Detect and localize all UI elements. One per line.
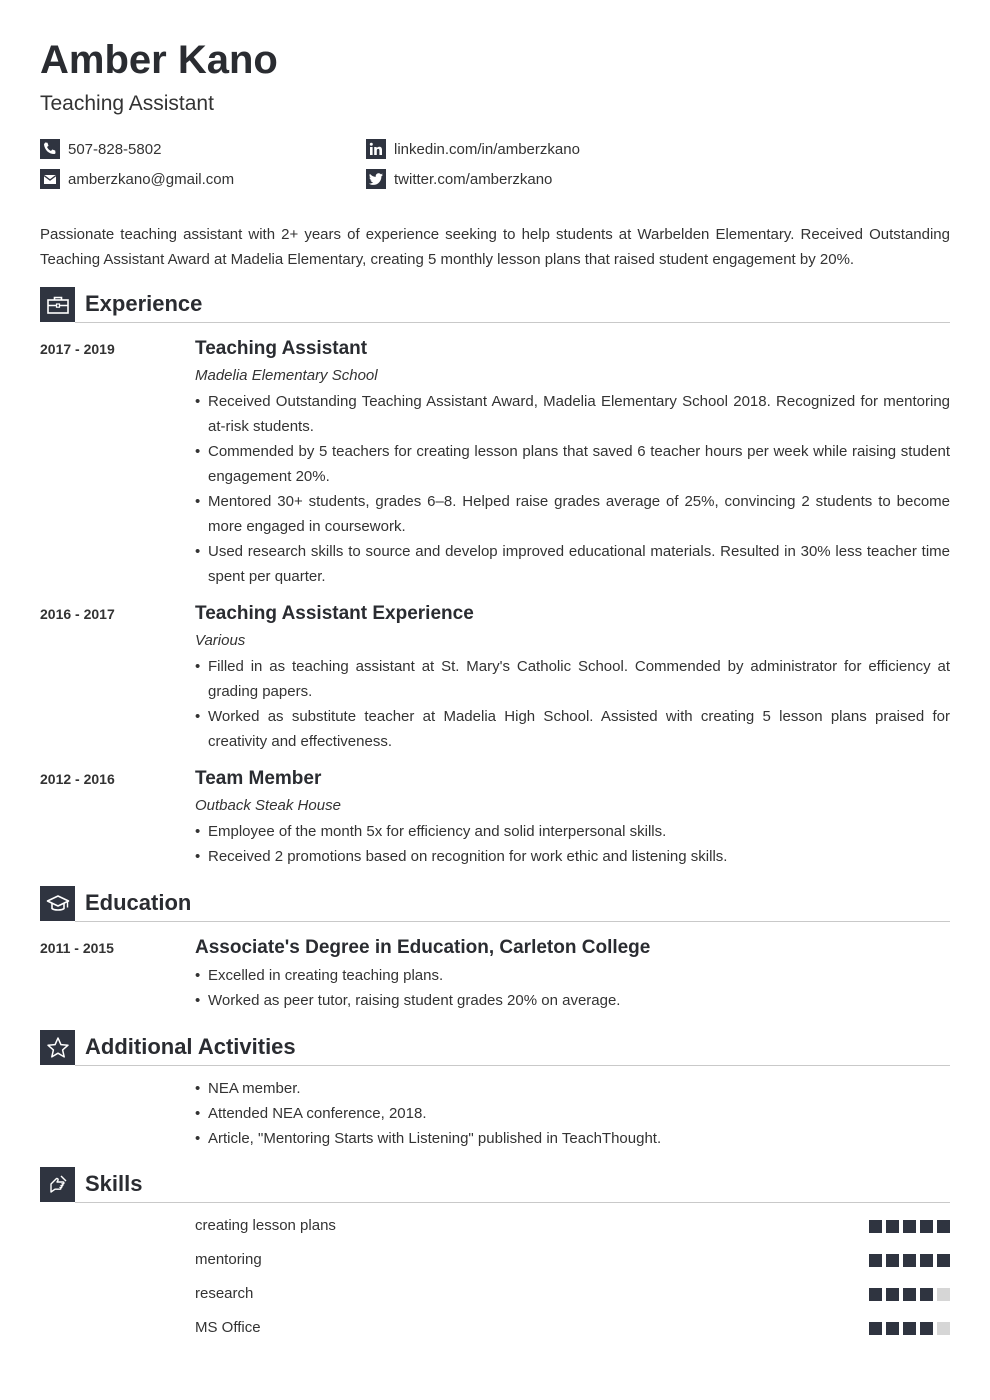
rating-square-empty	[937, 1288, 950, 1301]
bullet-item: • Attended NEA conference, 2018.	[195, 1101, 950, 1126]
section-title-experience: Experience	[85, 291, 203, 316]
activities-list	[195, 1076, 950, 1151]
entry-dates: 2011 - 2015	[40, 940, 114, 956]
rating-square-filled	[937, 1254, 950, 1267]
section-divider	[75, 921, 950, 922]
section-divider	[75, 1202, 950, 1203]
skill-row	[195, 1285, 950, 1305]
bullet-item: • Mentored 30+ students, grades 6–8. Helped raise grades average of 25%, convincing 2 students to become more engaged in coursework.	[195, 489, 950, 539]
entry-dates: 2017 - 2019	[40, 341, 115, 357]
entry-bullets	[195, 819, 950, 869]
star-icon	[40, 1030, 75, 1065]
rating-square-filled	[920, 1220, 933, 1233]
entry-bullets	[195, 389, 950, 589]
activities-bullets	[195, 1076, 950, 1151]
rating-square-filled	[869, 1288, 882, 1301]
rating-square-filled	[869, 1254, 882, 1267]
entry-org: Madelia Elementary School	[195, 367, 378, 384]
entry-role: Team Member	[195, 768, 322, 789]
entry-bullets	[195, 963, 950, 1013]
mail-icon	[40, 169, 60, 189]
bullet-item: • Excelled in creating teaching plans.	[195, 963, 950, 988]
entry-org: Outback Steak House	[195, 797, 341, 814]
skill-row	[195, 1217, 950, 1237]
section-education	[40, 886, 950, 922]
phone-text[interactable]: 507-828-5802	[68, 140, 162, 158]
entry-role: Teaching Assistant Experience	[195, 603, 474, 624]
graduation-cap-icon	[40, 886, 75, 921]
bullet-item: • Commended by 5 teachers for creating lesson plans that saved 6 teacher hours per week while raising student engagement 20%.	[195, 439, 950, 489]
skill-rating	[865, 1288, 950, 1301]
rating-square-filled	[886, 1322, 899, 1335]
contact-phone	[40, 139, 161, 159]
skill-name: MS Office	[195, 1319, 261, 1336]
section-experience	[40, 287, 950, 323]
skill-row	[195, 1251, 950, 1271]
rating-square-filled	[886, 1220, 899, 1233]
contact-email	[40, 169, 234, 189]
contact-twitter	[366, 169, 552, 189]
rating-square-filled	[920, 1288, 933, 1301]
rating-square-filled	[903, 1220, 916, 1233]
bullet-item: • Received 2 promotions based on recognition for work ethic and listening skills.	[195, 844, 950, 869]
skill-name: mentoring	[195, 1251, 262, 1268]
entry-role: Teaching Assistant	[195, 338, 368, 359]
skill-name: research	[195, 1285, 254, 1302]
briefcase-icon	[40, 287, 75, 322]
rating-square-filled	[869, 1322, 882, 1335]
skill-row	[195, 1319, 950, 1339]
bullet-item: • Article, "Mentoring Starts with Listening" published in TeachThought.	[195, 1126, 950, 1151]
rating-square-filled	[903, 1322, 916, 1335]
bullet-item: • Worked as peer tutor, raising student grades 20% on average.	[195, 988, 950, 1013]
section-title-education: Education	[85, 890, 192, 915]
rating-square-filled	[937, 1220, 950, 1233]
linkedin-icon	[366, 139, 386, 159]
bullet-item: • Worked as substitute teacher at Madelia High School. Assisted with creating 5 lesson plans praised for creativity and effectiveness.	[195, 704, 950, 754]
twitter-icon	[366, 169, 386, 189]
skill-rating	[865, 1322, 950, 1335]
bullet-item: • Used research skills to source and develop improved educational materials. Resulted in 30% less teacher time spent per quarter.	[195, 539, 950, 589]
email-link[interactable]: amberzkano@gmail.com	[68, 170, 235, 188]
profile-summary: Passionate teaching assistant with 2+ years of experience seeking to help students at Warbelden Elementary. Received Outstanding Teaching Assistant Award at Madelia Elementary, creating 5 monthly lesson plans that raised student engagement by 20%.	[40, 226, 950, 268]
skill-name: creating lesson plans	[195, 1217, 336, 1234]
entry-org: Various	[195, 632, 246, 649]
rating-square-filled	[886, 1288, 899, 1301]
rating-square-filled	[886, 1254, 899, 1267]
linkedin-link[interactable]: linkedin.com/in/amberzkano	[394, 140, 580, 158]
section-divider	[75, 1065, 950, 1066]
bullet-item: • Employee of the month 5x for efficiency and solid interpersonal skills.	[195, 819, 950, 844]
candidate-name: Amber Kano	[40, 38, 278, 82]
contact-linkedin	[366, 139, 580, 159]
entry-bullets	[195, 654, 950, 754]
twitter-link[interactable]: twitter.com/amberzkano	[394, 170, 553, 188]
skill-rating	[865, 1254, 950, 1267]
entry-degree: Associate's Degree in Education, Carleton College	[195, 937, 651, 958]
rating-square-filled	[903, 1288, 916, 1301]
section-activities	[40, 1030, 950, 1066]
rating-square-filled	[869, 1220, 882, 1233]
section-title-activities: Additional Activities	[85, 1034, 296, 1059]
puzzle-icon	[40, 1167, 75, 1202]
rating-square-filled	[920, 1322, 933, 1335]
rating-square-filled	[903, 1254, 916, 1267]
section-divider	[75, 322, 950, 323]
entry-dates: 2012 - 2016	[40, 771, 115, 787]
rating-square-empty	[937, 1322, 950, 1335]
bullet-item: • NEA member.	[195, 1076, 950, 1101]
section-title-skills: Skills	[85, 1171, 143, 1196]
section-skills	[40, 1167, 950, 1203]
skill-rating	[865, 1220, 950, 1233]
rating-square-filled	[920, 1254, 933, 1267]
bullet-item: • Received Outstanding Teaching Assistant Award, Madelia Elementary School 2018. Recognized for mentoring at-risk students.	[195, 389, 950, 439]
candidate-title: Teaching Assistant	[40, 92, 214, 115]
entry-dates: 2016 - 2017	[40, 606, 115, 622]
bullet-item: • Filled in as teaching assistant at St. Mary's Catholic School. Commended by administrator for efficiency at grading papers.	[195, 654, 950, 704]
phone-icon	[40, 139, 60, 159]
